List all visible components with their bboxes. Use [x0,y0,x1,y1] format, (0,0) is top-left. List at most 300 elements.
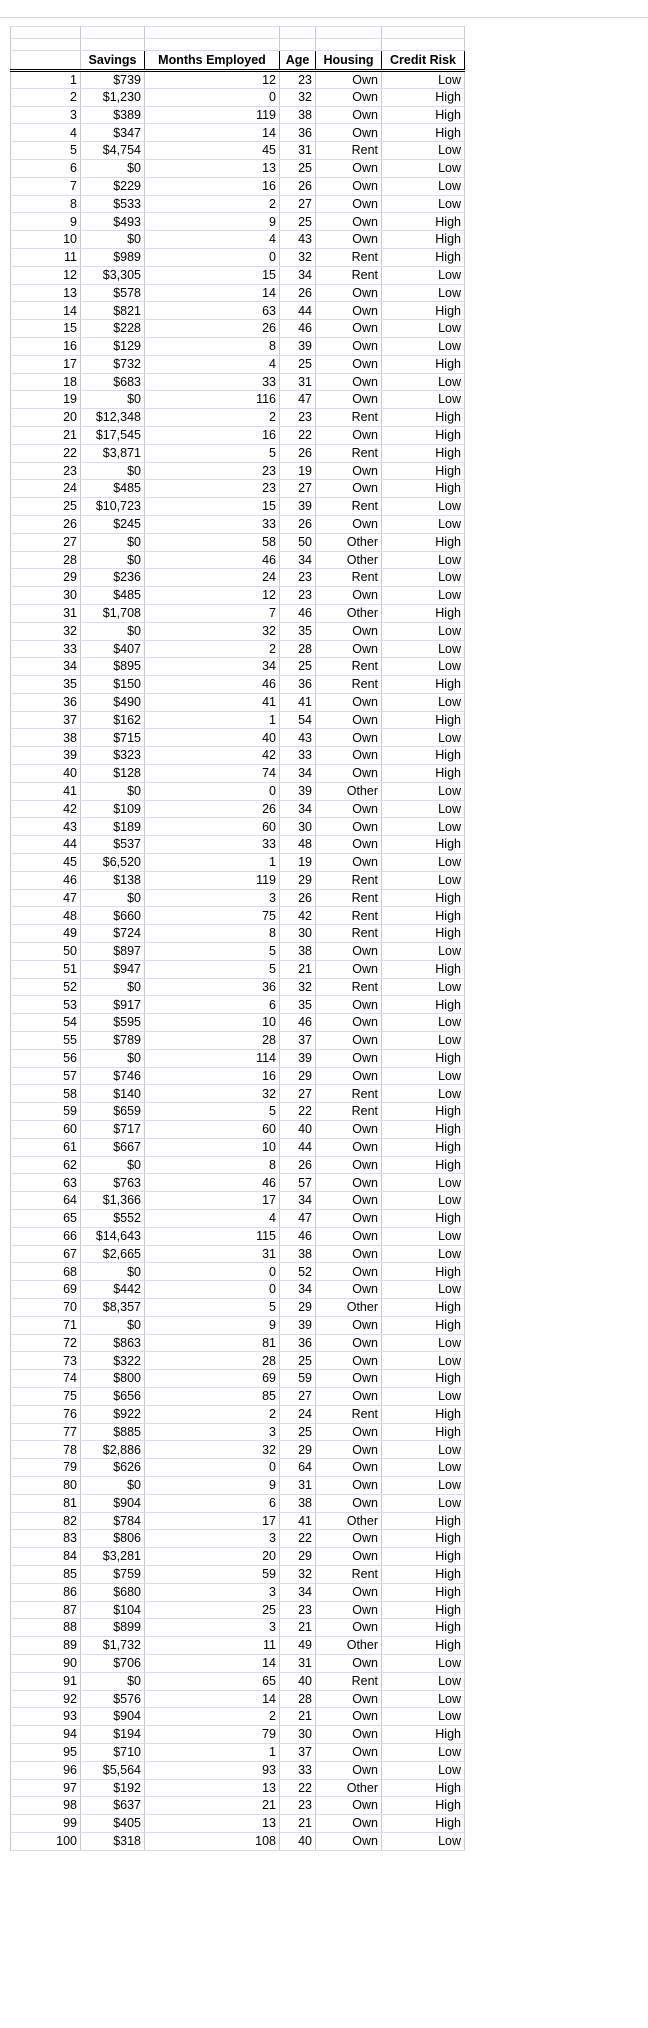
credit-risk-cell[interactable]: High [382,1583,465,1601]
housing-cell[interactable]: Own [316,1192,382,1210]
age-cell[interactable]: 39 [280,782,316,800]
months-employed-cell[interactable]: 63 [145,302,280,320]
credit-risk-cell[interactable]: Low [382,1832,465,1850]
savings-cell[interactable]: $904 [81,1708,145,1726]
header-savings[interactable]: Savings [81,51,145,71]
age-cell[interactable]: 23 [280,71,316,89]
credit-risk-cell[interactable]: Low [382,1761,465,1779]
credit-risk-cell[interactable]: High [382,1405,465,1423]
age-cell[interactable]: 28 [280,640,316,658]
credit-risk-cell[interactable]: Low [382,818,465,836]
housing-cell[interactable]: Own [316,320,382,338]
age-cell[interactable]: 41 [280,693,316,711]
months-employed-cell[interactable]: 7 [145,604,280,622]
row-number-cell[interactable]: 94 [11,1726,81,1744]
age-cell[interactable]: 32 [280,88,316,106]
row-number-cell[interactable]: 16 [11,337,81,355]
age-cell[interactable]: 40 [280,1672,316,1690]
row-number-cell[interactable]: 48 [11,907,81,925]
row-number-cell[interactable]: 23 [11,462,81,480]
credit-risk-cell[interactable]: Low [382,1743,465,1761]
row-number-cell[interactable]: 24 [11,480,81,498]
housing-cell[interactable]: Own [316,1174,382,1192]
housing-cell[interactable]: Own [316,373,382,391]
age-cell[interactable]: 32 [280,248,316,266]
housing-cell[interactable]: Own [316,1423,382,1441]
months-employed-cell[interactable]: 2 [145,409,280,427]
savings-cell[interactable]: $0 [81,231,145,249]
age-cell[interactable]: 34 [280,1281,316,1299]
age-cell[interactable]: 23 [280,587,316,605]
months-employed-cell[interactable]: 10 [145,1014,280,1032]
savings-cell[interactable]: $0 [81,622,145,640]
housing-cell[interactable]: Own [316,195,382,213]
empty-cell[interactable] [280,39,316,51]
row-number-cell[interactable]: 34 [11,658,81,676]
months-employed-cell[interactable]: 2 [145,1405,280,1423]
savings-cell[interactable]: $228 [81,320,145,338]
months-employed-cell[interactable]: 10 [145,1138,280,1156]
savings-cell[interactable]: $637 [81,1797,145,1815]
age-cell[interactable]: 25 [280,658,316,676]
months-employed-cell[interactable]: 1 [145,1743,280,1761]
housing-cell[interactable]: Own [316,1227,382,1245]
housing-cell[interactable]: Own [316,1690,382,1708]
age-cell[interactable]: 24 [280,1405,316,1423]
savings-cell[interactable]: $1,230 [81,88,145,106]
housing-cell[interactable]: Own [316,800,382,818]
housing-cell[interactable]: Rent [316,409,382,427]
months-employed-cell[interactable]: 85 [145,1387,280,1405]
row-number-cell[interactable]: 85 [11,1565,81,1583]
housing-cell[interactable]: Own [316,1832,382,1850]
savings-cell[interactable]: $490 [81,693,145,711]
months-employed-cell[interactable]: 5 [145,1103,280,1121]
age-cell[interactable]: 37 [280,1032,316,1050]
housing-cell[interactable]: Own [316,1281,382,1299]
months-employed-cell[interactable]: 15 [145,266,280,284]
credit-risk-cell[interactable]: High [382,960,465,978]
months-employed-cell[interactable]: 12 [145,587,280,605]
months-employed-cell[interactable]: 79 [145,1726,280,1744]
months-employed-cell[interactable]: 9 [145,1476,280,1494]
housing-cell[interactable]: Own [316,1210,382,1228]
credit-risk-cell[interactable]: High [382,907,465,925]
row-number-cell[interactable]: 73 [11,1352,81,1370]
housing-cell[interactable]: Own [316,1334,382,1352]
row-number-cell[interactable]: 47 [11,889,81,907]
housing-cell[interactable]: Own [316,426,382,444]
row-number-cell[interactable]: 18 [11,373,81,391]
housing-cell[interactable]: Own [316,480,382,498]
savings-cell[interactable]: $8,357 [81,1298,145,1316]
housing-cell[interactable]: Own [316,765,382,783]
age-cell[interactable]: 49 [280,1637,316,1655]
savings-cell[interactable]: $922 [81,1405,145,1423]
savings-cell[interactable]: $6,520 [81,854,145,872]
credit-risk-cell[interactable]: High [382,533,465,551]
age-cell[interactable]: 54 [280,711,316,729]
row-number-cell[interactable]: 67 [11,1245,81,1263]
savings-cell[interactable]: $150 [81,676,145,694]
row-number-cell[interactable]: 38 [11,729,81,747]
credit-risk-cell[interactable]: High [382,1423,465,1441]
age-cell[interactable]: 26 [280,889,316,907]
housing-cell[interactable]: Own [316,1138,382,1156]
age-cell[interactable]: 25 [280,1423,316,1441]
months-employed-cell[interactable]: 32 [145,1441,280,1459]
credit-risk-cell[interactable]: Low [382,1387,465,1405]
row-number-cell[interactable]: 75 [11,1387,81,1405]
row-number-cell[interactable]: 90 [11,1654,81,1672]
credit-risk-cell[interactable]: Low [382,1281,465,1299]
credit-risk-cell[interactable]: Low [382,1708,465,1726]
age-cell[interactable]: 21 [280,1619,316,1637]
months-employed-cell[interactable]: 65 [145,1672,280,1690]
row-number-cell[interactable]: 65 [11,1210,81,1228]
credit-risk-cell[interactable]: Low [382,800,465,818]
row-number-cell[interactable]: 77 [11,1423,81,1441]
empty-cell[interactable] [316,39,382,51]
credit-risk-cell[interactable]: Low [382,195,465,213]
housing-cell[interactable]: Own [316,284,382,302]
age-cell[interactable]: 27 [280,1085,316,1103]
age-cell[interactable]: 26 [280,177,316,195]
savings-cell[interactable]: $706 [81,1654,145,1672]
row-number-cell[interactable]: 78 [11,1441,81,1459]
age-cell[interactable]: 25 [280,213,316,231]
months-employed-cell[interactable]: 8 [145,1156,280,1174]
housing-cell[interactable]: Rent [316,569,382,587]
credit-risk-cell[interactable]: Low [382,320,465,338]
savings-cell[interactable]: $1,732 [81,1637,145,1655]
row-number-cell[interactable]: 9 [11,213,81,231]
months-employed-cell[interactable]: 16 [145,177,280,195]
months-employed-cell[interactable]: 74 [145,765,280,783]
housing-cell[interactable]: Own [316,213,382,231]
months-employed-cell[interactable]: 21 [145,1797,280,1815]
savings-cell[interactable]: $989 [81,248,145,266]
age-cell[interactable]: 47 [280,1210,316,1228]
age-cell[interactable]: 23 [280,409,316,427]
housing-cell[interactable]: Own [316,1476,382,1494]
housing-cell[interactable]: Own [316,337,382,355]
row-number-cell[interactable]: 29 [11,569,81,587]
age-cell[interactable]: 29 [280,1067,316,1085]
months-employed-cell[interactable]: 13 [145,1779,280,1797]
row-number-cell[interactable]: 22 [11,444,81,462]
months-employed-cell[interactable]: 11 [145,1637,280,1655]
housing-cell[interactable]: Own [316,1815,382,1833]
savings-cell[interactable]: $4,754 [81,142,145,160]
months-employed-cell[interactable]: 3 [145,1583,280,1601]
credit-risk-cell[interactable]: High [382,996,465,1014]
row-number-cell[interactable]: 50 [11,943,81,961]
age-cell[interactable]: 38 [280,1245,316,1263]
age-cell[interactable]: 29 [280,1548,316,1566]
row-number-cell[interactable]: 12 [11,266,81,284]
housing-cell[interactable]: Other [316,533,382,551]
savings-cell[interactable]: $732 [81,355,145,373]
savings-cell[interactable]: $138 [81,871,145,889]
row-number-cell[interactable]: 6 [11,159,81,177]
age-cell[interactable]: 46 [280,1014,316,1032]
empty-cell[interactable] [382,39,465,51]
months-employed-cell[interactable]: 45 [145,142,280,160]
savings-cell[interactable]: $128 [81,765,145,783]
age-cell[interactable]: 23 [280,569,316,587]
credit-risk-cell[interactable]: Low [382,658,465,676]
credit-risk-cell[interactable]: Low [382,693,465,711]
age-cell[interactable]: 48 [280,836,316,854]
months-employed-cell[interactable]: 119 [145,871,280,889]
row-number-cell[interactable]: 96 [11,1761,81,1779]
savings-cell[interactable]: $667 [81,1138,145,1156]
savings-cell[interactable]: $0 [81,889,145,907]
savings-cell[interactable]: $0 [81,1672,145,1690]
savings-cell[interactable]: $0 [81,159,145,177]
credit-risk-cell[interactable]: Low [382,587,465,605]
age-cell[interactable]: 23 [280,1797,316,1815]
housing-cell[interactable]: Own [316,159,382,177]
savings-cell[interactable]: $189 [81,818,145,836]
credit-risk-cell[interactable]: Low [382,498,465,516]
savings-cell[interactable]: $895 [81,658,145,676]
months-employed-cell[interactable]: 20 [145,1548,280,1566]
credit-risk-cell[interactable]: High [382,604,465,622]
months-employed-cell[interactable]: 2 [145,1708,280,1726]
savings-cell[interactable]: $0 [81,782,145,800]
credit-risk-cell[interactable]: High [382,1797,465,1815]
age-cell[interactable]: 29 [280,1441,316,1459]
row-number-cell[interactable]: 66 [11,1227,81,1245]
savings-cell[interactable]: $3,871 [81,444,145,462]
savings-cell[interactable]: $3,305 [81,266,145,284]
months-employed-cell[interactable]: 14 [145,124,280,142]
months-employed-cell[interactable]: 0 [145,1263,280,1281]
housing-cell[interactable]: Own [316,88,382,106]
credit-risk-cell[interactable]: High [382,1601,465,1619]
months-employed-cell[interactable]: 59 [145,1565,280,1583]
housing-cell[interactable]: Own [316,302,382,320]
age-cell[interactable]: 21 [280,1708,316,1726]
credit-risk-cell[interactable]: High [382,1815,465,1833]
housing-cell[interactable]: Other [316,782,382,800]
credit-risk-cell[interactable]: Low [382,1654,465,1672]
savings-cell[interactable]: $17,545 [81,426,145,444]
housing-cell[interactable]: Rent [316,444,382,462]
savings-cell[interactable]: $576 [81,1690,145,1708]
age-cell[interactable]: 25 [280,1352,316,1370]
credit-risk-cell[interactable]: Low [382,266,465,284]
credit-risk-cell[interactable]: High [382,480,465,498]
row-number-cell[interactable]: 88 [11,1619,81,1637]
age-cell[interactable]: 28 [280,1690,316,1708]
months-employed-cell[interactable]: 9 [145,213,280,231]
months-employed-cell[interactable]: 69 [145,1370,280,1388]
months-employed-cell[interactable]: 33 [145,836,280,854]
row-number-cell[interactable]: 93 [11,1708,81,1726]
months-employed-cell[interactable]: 3 [145,889,280,907]
credit-risk-cell[interactable]: High [382,1263,465,1281]
credit-risk-cell[interactable]: High [382,1049,465,1067]
savings-cell[interactable]: $746 [81,1067,145,1085]
months-employed-cell[interactable]: 16 [145,1067,280,1085]
savings-cell[interactable]: $493 [81,213,145,231]
row-number-cell[interactable]: 61 [11,1138,81,1156]
months-employed-cell[interactable]: 33 [145,373,280,391]
row-number-cell[interactable]: 39 [11,747,81,765]
housing-cell[interactable]: Own [316,1441,382,1459]
savings-cell[interactable]: $485 [81,480,145,498]
credit-risk-cell[interactable]: Low [382,729,465,747]
empty-cell[interactable] [145,39,280,51]
months-employed-cell[interactable]: 40 [145,729,280,747]
age-cell[interactable]: 38 [280,106,316,124]
savings-cell[interactable]: $537 [81,836,145,854]
empty-cell[interactable] [316,27,382,39]
row-number-cell[interactable]: 71 [11,1316,81,1334]
months-employed-cell[interactable]: 6 [145,996,280,1014]
savings-cell[interactable]: $1,708 [81,604,145,622]
age-cell[interactable]: 25 [280,159,316,177]
savings-cell[interactable]: $5,564 [81,1761,145,1779]
row-number-cell[interactable]: 87 [11,1601,81,1619]
months-employed-cell[interactable]: 4 [145,1210,280,1228]
row-number-cell[interactable]: 64 [11,1192,81,1210]
months-employed-cell[interactable]: 26 [145,320,280,338]
months-employed-cell[interactable]: 26 [145,800,280,818]
months-employed-cell[interactable]: 46 [145,1174,280,1192]
credit-risk-cell[interactable]: High [382,231,465,249]
credit-risk-cell[interactable]: Low [382,1067,465,1085]
credit-risk-cell[interactable]: High [382,462,465,480]
months-employed-cell[interactable]: 32 [145,1085,280,1103]
age-cell[interactable]: 30 [280,1726,316,1744]
header-housing[interactable]: Housing [316,51,382,71]
housing-cell[interactable]: Own [316,71,382,89]
credit-risk-cell[interactable]: High [382,213,465,231]
months-employed-cell[interactable]: 5 [145,960,280,978]
housing-cell[interactable]: Own [316,747,382,765]
months-employed-cell[interactable]: 0 [145,88,280,106]
age-cell[interactable]: 32 [280,978,316,996]
savings-cell[interactable]: $2,665 [81,1245,145,1263]
row-number-cell[interactable]: 55 [11,1032,81,1050]
housing-cell[interactable]: Own [316,1067,382,1085]
row-number-cell[interactable]: 58 [11,1085,81,1103]
credit-risk-cell[interactable]: High [382,925,465,943]
savings-cell[interactable]: $0 [81,1316,145,1334]
row-number-cell[interactable]: 74 [11,1370,81,1388]
months-employed-cell[interactable]: 6 [145,1494,280,1512]
row-number-cell[interactable]: 42 [11,800,81,818]
row-number-cell[interactable]: 84 [11,1548,81,1566]
savings-cell[interactable]: $917 [81,996,145,1014]
savings-cell[interactable]: $710 [81,1743,145,1761]
savings-cell[interactable]: $322 [81,1352,145,1370]
housing-cell[interactable]: Own [316,640,382,658]
housing-cell[interactable]: Own [316,1032,382,1050]
housing-cell[interactable]: Rent [316,1672,382,1690]
months-employed-cell[interactable]: 4 [145,355,280,373]
months-employed-cell[interactable]: 1 [145,711,280,729]
savings-cell[interactable]: $14,643 [81,1227,145,1245]
housing-cell[interactable]: Rent [316,676,382,694]
credit-risk-cell[interactable]: Low [382,1476,465,1494]
housing-cell[interactable]: Own [316,1014,382,1032]
savings-cell[interactable]: $724 [81,925,145,943]
months-employed-cell[interactable]: 46 [145,676,280,694]
housing-cell[interactable]: Own [316,231,382,249]
age-cell[interactable]: 21 [280,960,316,978]
row-number-cell[interactable]: 57 [11,1067,81,1085]
row-number-cell[interactable]: 30 [11,587,81,605]
credit-risk-cell[interactable]: High [382,1156,465,1174]
credit-risk-cell[interactable]: High [382,836,465,854]
housing-cell[interactable]: Own [316,515,382,533]
age-cell[interactable]: 41 [280,1512,316,1530]
age-cell[interactable]: 34 [280,800,316,818]
age-cell[interactable]: 23 [280,1601,316,1619]
months-employed-cell[interactable]: 75 [145,907,280,925]
savings-cell[interactable]: $318 [81,1832,145,1850]
age-cell[interactable]: 59 [280,1370,316,1388]
months-employed-cell[interactable]: 46 [145,551,280,569]
months-employed-cell[interactable]: 13 [145,1815,280,1833]
months-employed-cell[interactable]: 32 [145,622,280,640]
housing-cell[interactable]: Own [316,355,382,373]
months-employed-cell[interactable]: 12 [145,71,280,89]
savings-cell[interactable]: $0 [81,391,145,409]
credit-risk-cell[interactable]: Low [382,1085,465,1103]
savings-cell[interactable]: $897 [81,943,145,961]
age-cell[interactable]: 50 [280,533,316,551]
age-cell[interactable]: 47 [280,391,316,409]
age-cell[interactable]: 27 [280,195,316,213]
housing-cell[interactable]: Own [316,391,382,409]
months-employed-cell[interactable]: 115 [145,1227,280,1245]
housing-cell[interactable]: Rent [316,498,382,516]
housing-cell[interactable]: Own [316,1708,382,1726]
savings-cell[interactable]: $656 [81,1387,145,1405]
months-employed-cell[interactable]: 23 [145,462,280,480]
savings-cell[interactable]: $10,723 [81,498,145,516]
savings-cell[interactable]: $904 [81,1494,145,1512]
housing-cell[interactable]: Own [316,711,382,729]
housing-cell[interactable]: Other [316,1298,382,1316]
months-employed-cell[interactable]: 34 [145,658,280,676]
savings-cell[interactable]: $140 [81,1085,145,1103]
months-employed-cell[interactable]: 28 [145,1352,280,1370]
housing-cell[interactable]: Rent [316,889,382,907]
months-employed-cell[interactable]: 5 [145,943,280,961]
housing-cell[interactable]: Own [316,854,382,872]
empty-cell[interactable] [81,39,145,51]
credit-risk-cell[interactable]: Low [382,337,465,355]
months-employed-cell[interactable]: 3 [145,1530,280,1548]
credit-risk-cell[interactable]: High [382,248,465,266]
housing-cell[interactable]: Own [316,1530,382,1548]
savings-cell[interactable]: $323 [81,747,145,765]
credit-risk-cell[interactable]: Low [382,1352,465,1370]
credit-risk-cell[interactable]: Low [382,284,465,302]
credit-risk-cell[interactable]: Low [382,1192,465,1210]
credit-risk-cell[interactable]: High [382,1619,465,1637]
housing-cell[interactable]: Own [316,1743,382,1761]
savings-cell[interactable]: $595 [81,1014,145,1032]
savings-cell[interactable]: $626 [81,1459,145,1477]
